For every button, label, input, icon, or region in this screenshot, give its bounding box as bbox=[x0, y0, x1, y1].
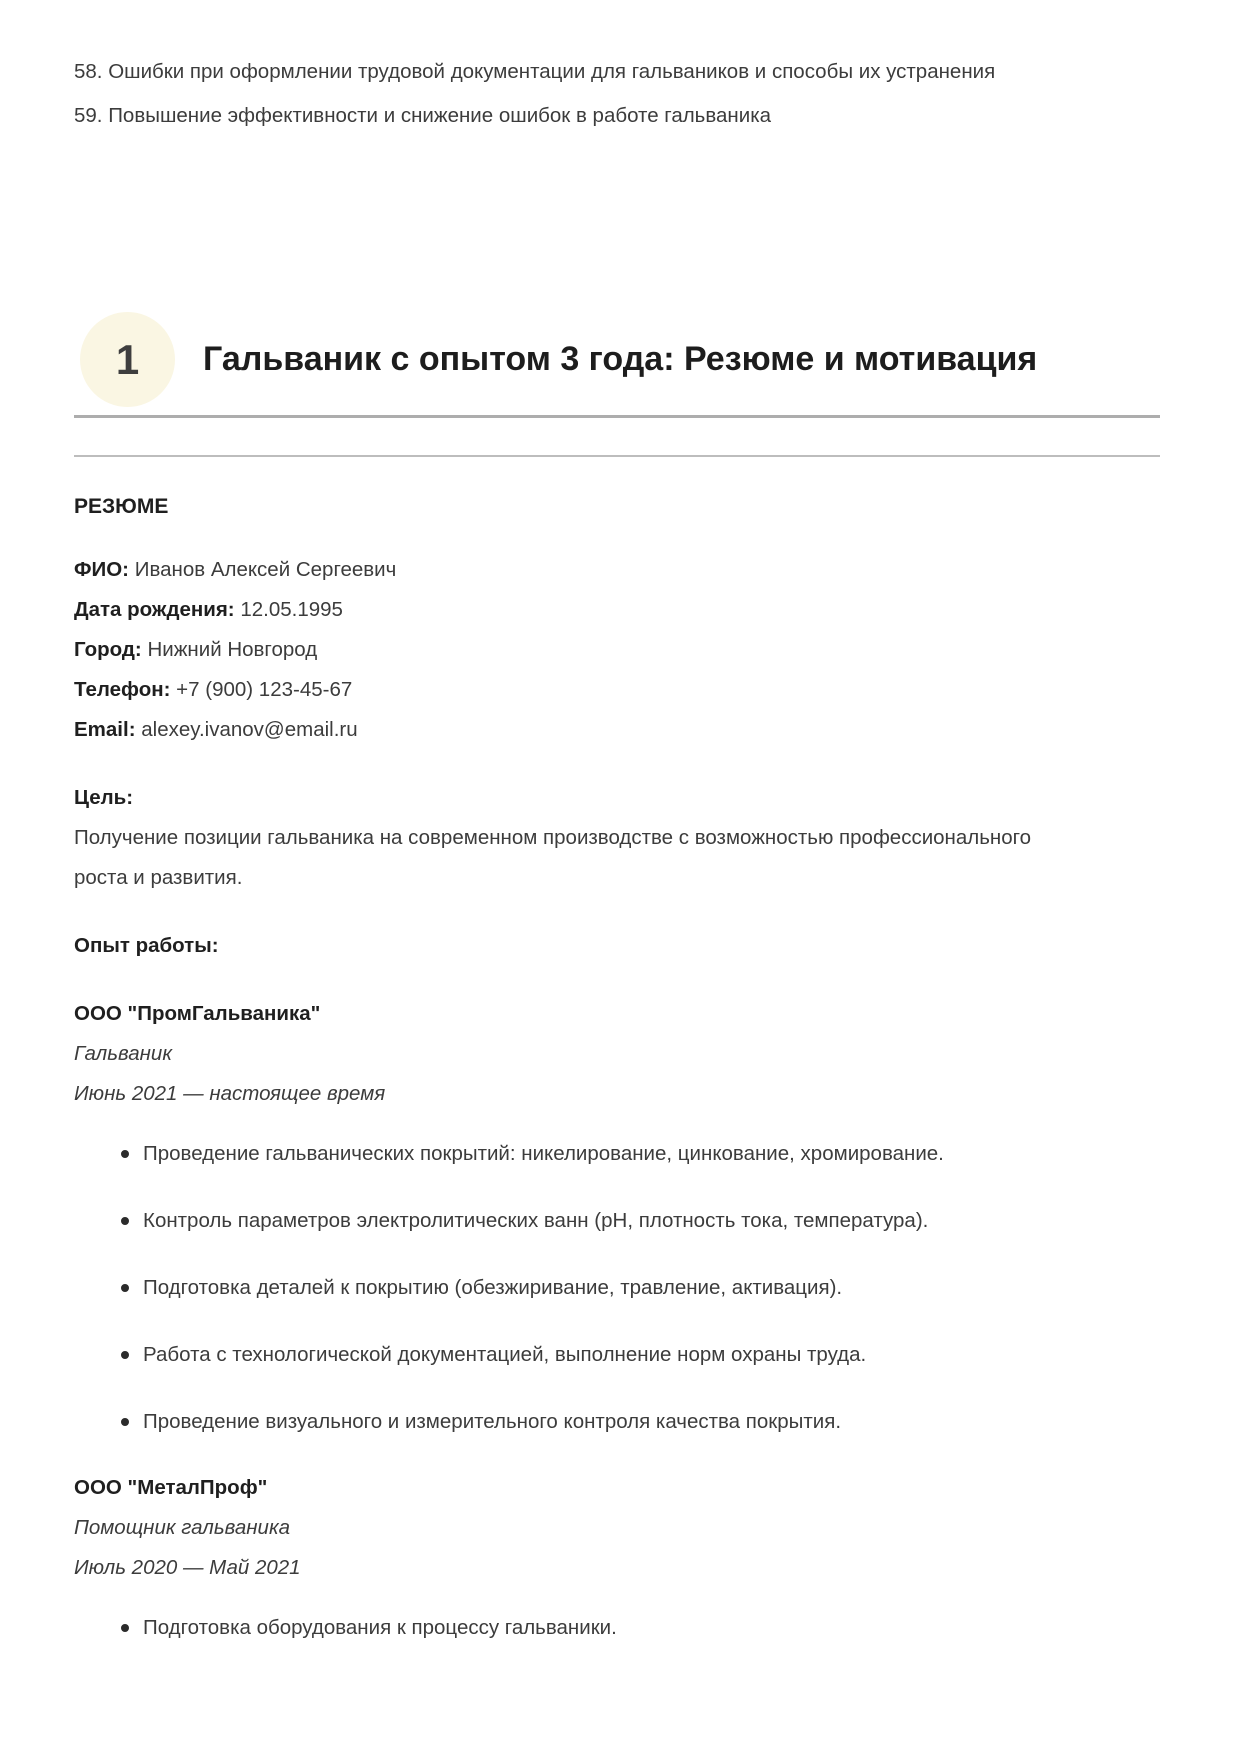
toc-item-59: 59. Повышение эффективности и снижение ошибок в работе гальваника bbox=[74, 104, 772, 127]
job-period: Июнь 2021 — настоящее время bbox=[74, 1082, 386, 1105]
section-number: 1 bbox=[115, 335, 140, 383]
contact-line-email bbox=[74, 710, 1160, 750]
contact-label: Телефон: bbox=[74, 678, 171, 701]
resume-heading: РЕЗЮМЕ bbox=[74, 495, 169, 518]
duty-item: Проведение гальванических покрытий: никелирование, цинкование, хромирование. bbox=[143, 1134, 1160, 1174]
contact-label: Дата рождения: bbox=[74, 598, 235, 621]
duty-item: Работа с технологической документацией, выполнение норм охраны труда. bbox=[143, 1335, 1160, 1375]
goal-label: Цель: bbox=[74, 786, 134, 809]
job-company: ООО "МеталПроф" bbox=[74, 1476, 268, 1499]
job-duties-list bbox=[74, 1134, 1160, 1442]
contact-line-fio bbox=[74, 550, 1160, 590]
toc-item-58: 58. Ошибки при оформлении трудовой документации для гальваников и способы их устранения bbox=[74, 60, 996, 83]
job-duties-list bbox=[74, 1608, 1160, 1648]
contact-value: +7 (900) 123-45-67 bbox=[176, 678, 353, 701]
experience-heading: Опыт работы: bbox=[74, 934, 219, 957]
job-position: Помощник гальваника bbox=[74, 1516, 291, 1539]
goal-text: Получение позиции гальваника на современном производстве с возможностью профессионального роста и развития. bbox=[74, 826, 1032, 889]
job-header bbox=[74, 994, 1160, 1114]
job-period: Июль 2020 — Май 2021 bbox=[74, 1556, 301, 1579]
contact-label: Город: bbox=[74, 638, 142, 661]
job-position: Гальваник bbox=[74, 1042, 172, 1065]
job-company: ООО "ПромГальваника" bbox=[74, 1002, 321, 1025]
divider-bottom bbox=[74, 455, 1160, 457]
contact-label: Email: bbox=[74, 718, 136, 741]
duty-item: Подготовка оборудования к процессу гальваники. bbox=[143, 1608, 1160, 1648]
chapter-header bbox=[74, 312, 1160, 407]
duty-item: Проведение визуального и измерительного контроля качества покрытия. bbox=[143, 1402, 1160, 1442]
contact-value: Нижний Новгород bbox=[147, 638, 318, 661]
contact-label: ФИО: bbox=[74, 558, 130, 581]
divider-top bbox=[74, 415, 1160, 418]
contact-value: Иванов Алексей Сергеевич bbox=[134, 558, 397, 581]
contact-value: alexey.ivanov@email.ru bbox=[141, 718, 358, 741]
goal-paragraph bbox=[74, 778, 1039, 898]
contact-line-phone bbox=[74, 670, 1160, 710]
contact-line-birthdate bbox=[74, 590, 1160, 630]
chapter-title: Гальваник с опытом 3 года: Резюме и мотивация bbox=[203, 340, 1038, 379]
contact-line-city bbox=[74, 630, 1160, 670]
contact-value: 12.05.1995 bbox=[240, 598, 343, 621]
job-header bbox=[74, 1468, 1160, 1588]
duty-item: Подготовка деталей к покрытию (обезжиривание, травление, активация). bbox=[143, 1268, 1160, 1308]
contact-block bbox=[74, 550, 1160, 750]
section-number-badge bbox=[80, 312, 175, 407]
duty-item: Контроль параметров электролитических ванн (pH, плотность тока, температура). bbox=[143, 1201, 1160, 1241]
